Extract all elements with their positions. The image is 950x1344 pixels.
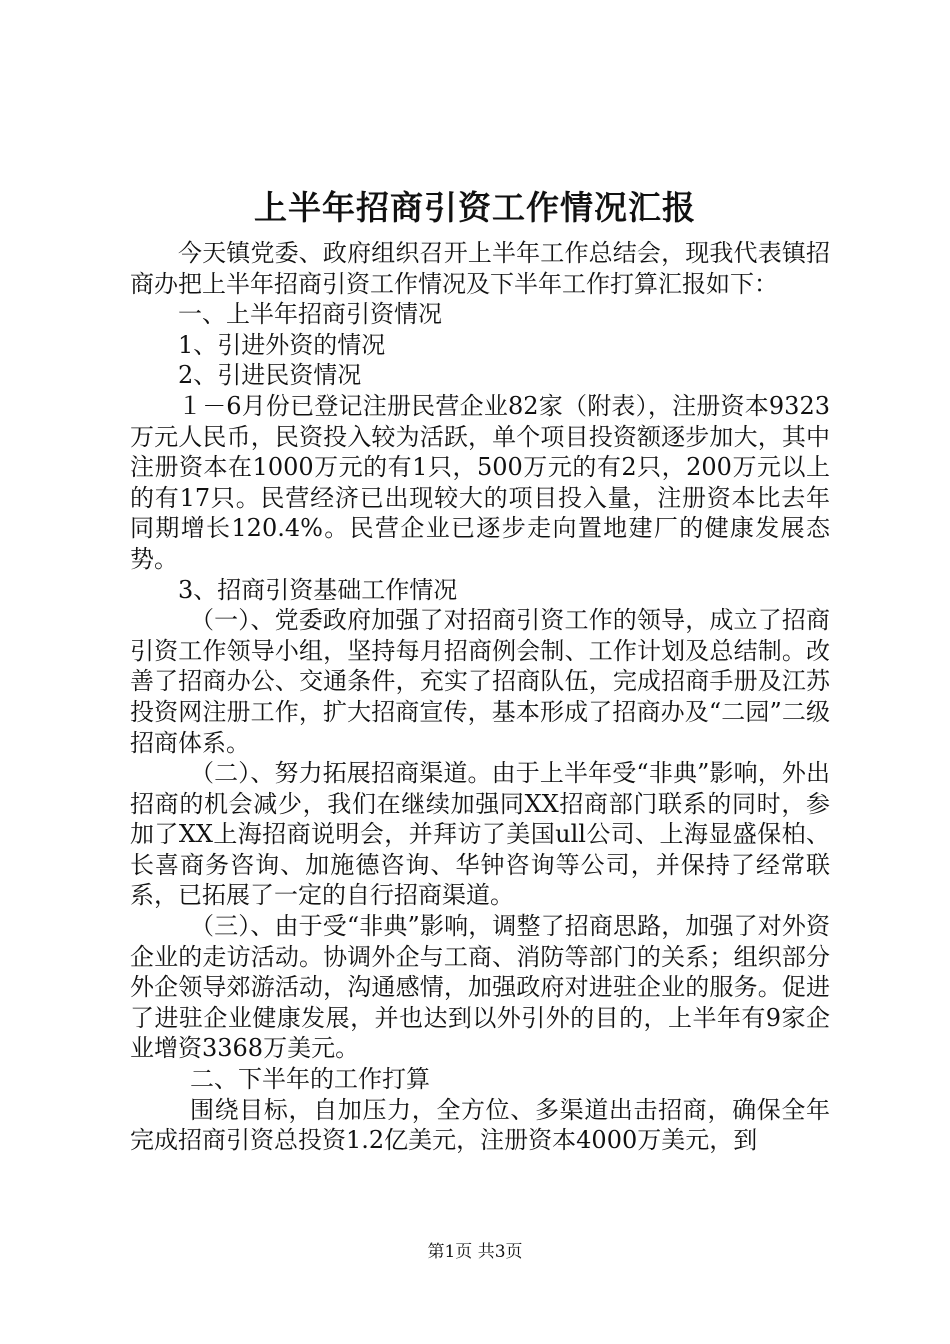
- paragraph-intro: 今天镇党委、政府组织召开上半年工作总结会，现我代表镇招商办把上半年招商引资工作情况及下半年工作打算汇报如下：: [130, 239, 830, 298]
- paragraph-point-1: （一）、党委政府加强了对招商引资工作的领导，成立了招商引资工作领导小组，坚持每月招商例会制、工作计划及总结制。改善了招商办公、交通条件，充实了招商队伍，完成招商手册及江苏投资网注册工作，扩大招商宣传，基本形成了招商办及“二园”二级招商体系。: [130, 606, 830, 757]
- section-heading-2: 二、下半年的工作打算: [190, 1065, 430, 1094]
- document-body: [130, 238, 830, 1156]
- paragraph-point-2: （二）、努力拓展招商渠道。由于上半年受“非典”影响，外出招商的机会减少，我们在继续加强同XX招商部门联系的同时，参加了XX上海招商说明会，并拜访了美国ull公司、上海显盛保柏、长喜商务咨询、加施德咨询、华钟咨询等公司，并保持了经常联系，已拓展了一定的自行招商渠道。: [130, 759, 830, 910]
- section-heading-1: 一、上半年招商引资情况: [178, 300, 442, 329]
- subheading-basic-work: 3、招商引资基础工作情况: [178, 575, 458, 604]
- paragraph-private-capital: １－6月份已登记注册民营企业82家（附表），注册资本9323万元人民币，民资投入较为活跃，单个项目投资额逐步加大，其中注册资本在1000万元的有1只，500万元的有2只，200万元以上的有17只。民营经济已出现较大的项目投入量，注册资本比去年同期增长120.4%。民营企业已逐步走向置地建厂的健康发展态势。: [130, 391, 830, 573]
- paragraph-point-3: （三）、由于受“非典”影响，调整了招商思路，加强了对外资企业的走访活动。协调外企与工商、消防等部门的关系；组织部分外企领导郊游活动，沟通感情，加强政府对进驻企业的服务。促进了进驻企业健康发展，并也达到以外引外的目的，上半年有9家企业增资3368万美元。: [130, 912, 830, 1063]
- subheading-private-capital: 2、引进民资情况: [178, 361, 362, 390]
- subheading-foreign-capital: 1、引进外资的情况: [178, 330, 386, 359]
- page-footer: 第1页 共3页: [427, 1242, 523, 1262]
- paragraph-plan: 围绕目标，自加压力，全方位、多渠道出击招商，确保全年完成招商引资总投资1.2亿美元，注册资本4000万美元，到: [130, 1095, 830, 1155]
- document-title: 上半年招商引资工作情况汇报: [254, 188, 696, 227]
